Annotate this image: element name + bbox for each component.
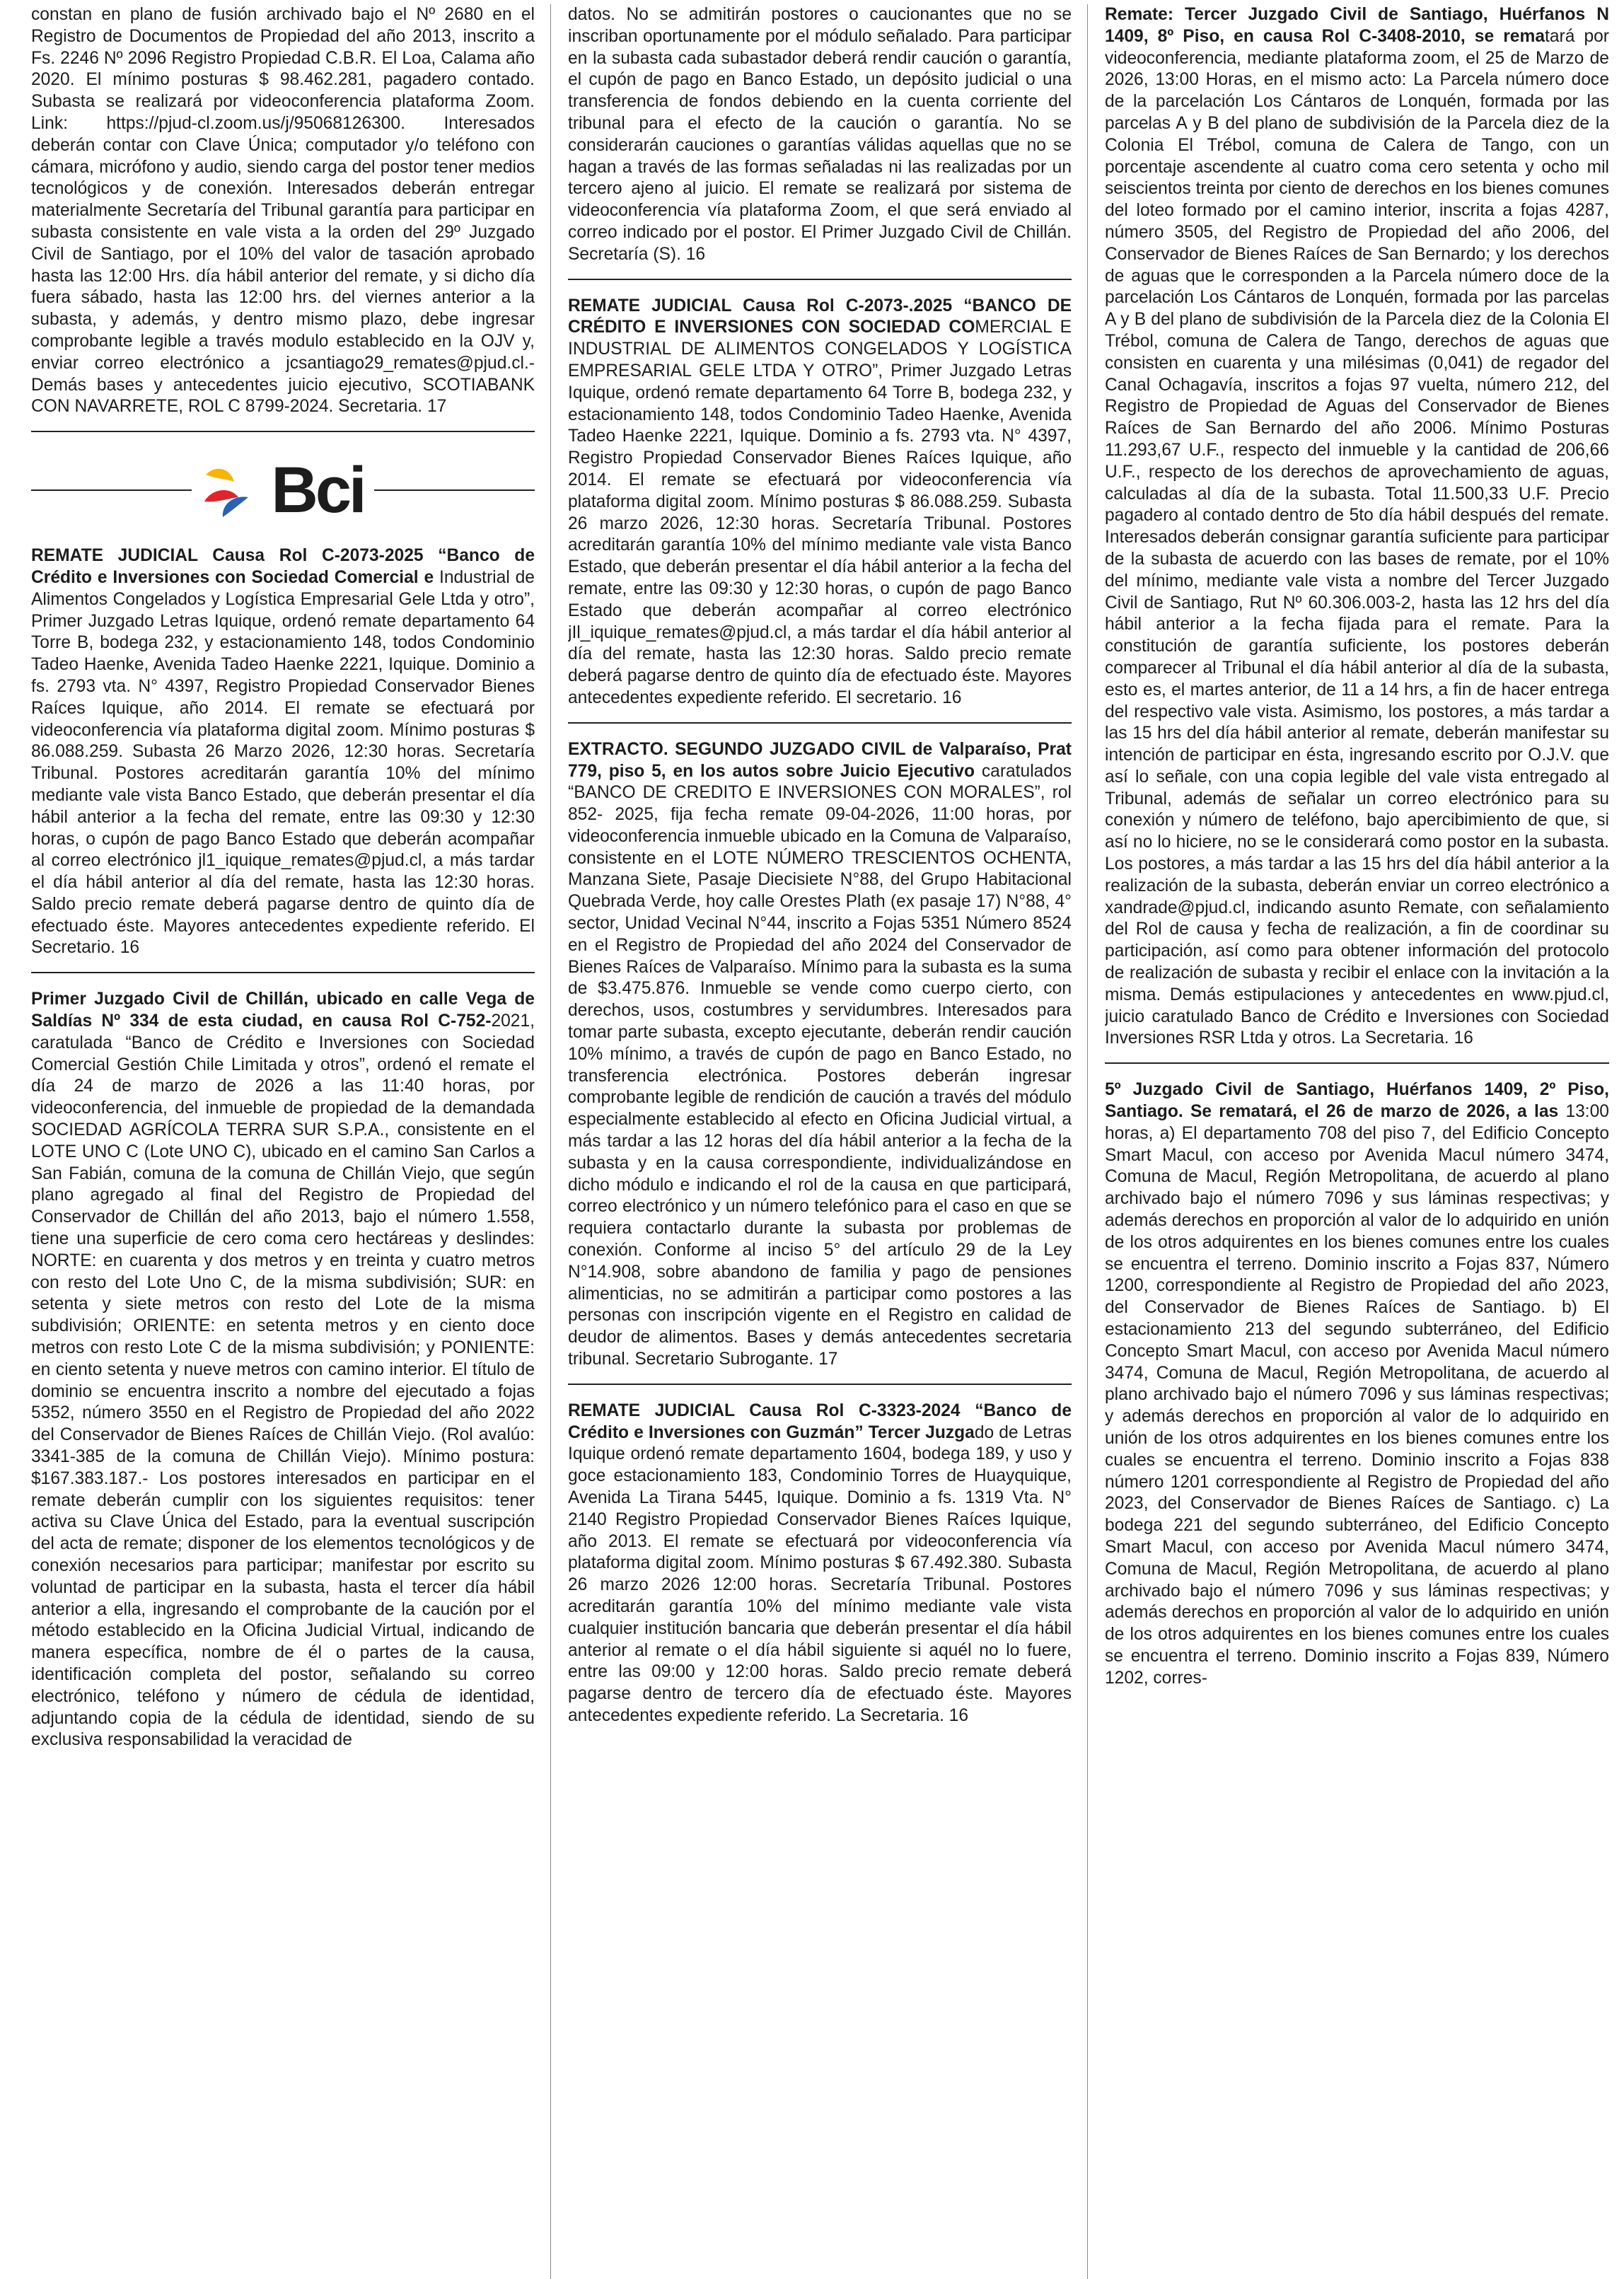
notice-c3-2 — [1105, 1079, 1609, 1689]
separator — [568, 722, 1072, 724]
notice-heading: EXTRACTO. SEGUNDO JUZGADO CIVIL de Valparaíso, Prat 779, piso 5, en los autos sobre Juicio Ejecutivo — [568, 739, 1072, 781]
separator — [31, 972, 535, 973]
logo-rule-left — [31, 489, 192, 491]
bci-logo-text: Bci — [271, 454, 364, 527]
column-3 — [1105, 4, 1609, 2279]
logo-rule-right — [374, 489, 535, 491]
notice-heading: REMATE JUDICIAL Causa Rol C-2073-.2025 “BANCO DE CRÉDITO E INVERSIONES CON SOCIEDAD CO — [568, 296, 1072, 337]
notice-body: constan en plano de fusión archivado bajo el Nº 2680 en el Registro de Documentos de Propiedad del año 2013, inscrito a Fs. 2246 Nº 2096 Registro Propiedad C.B.R. El Loa, Calama año 2020. El mínimo posturas $ 98.462.281, pagadero contado. Subasta se realizará por videoconferencia plataforma Zoom. Link: https://pjud-cl.zoom.us/j/95068126300. Interesados deberán contar con Clave Única; computador y/o teléfono con cámara, micrófono y audio, siendo carga del postor tener medios tecnológicos y de conexión. Interesados deberán entregar materialmente Secretaría del Tribunal garantía para participar en subasta consistente en vale vista a la orden del 29º Juzgado Civil de Santiago, por el 10% del valor de tasación aprobado hasta las 12:00 Hrs. día hábil anterior del remate, y si dicho día fuera sábado, hasta las 12:00 hrs. del viernes anterior a la subasta, y además, y dentro mismo plazo, debe ingresar comprobante legible a través modulo establecido en la OJV y, enviar correo electrónico a jcsantiago29_remates@pjud.cl.- Demás bases y antecedentes juicio ejecutivo, SCOTIABANK CON NAVARRETE, ROL C 8799-2024. Secretaria. 17 — [31, 5, 535, 417]
notice-body: 2021, caratulada “Banco de Crédito e Inversiones con Sociedad Comercial Gestión Chile Limitada y otros”, ordenó el remate el día 24 de marzo de 2026 a las 11:40 horas, por videoconferencia, del inmueble de propiedad de la demandada SOCIEDAD AGRÍCOLA TERRA SUR S.P.A., consistente en el LOTE UNO C (Lote UNO C), ubicado en el camino San Carlos a San Fabián, comuna de la comuna de Chillán Viejo, que según plano agregado al final del Registro de Propiedad del Conservador de Chillán del año 2013, bajo el número 1.558, tiene una superficie de cero coma cero hectáreas y deslindes: NORTE: en cuarenta y dos metros y en treinta y cuatro metros con resto del Lote Uno C, de la misma subdivisión; SUR: en setenta y siete metros con resto del Lote de la misma subdivisión; ORIENTE: en setenta metros y en ciento doce metros con resto Lote C de la misma subdivisión; y PONIENTE: en ciento setenta y nueve metros con camino interior. El título de dominio se encuentra inscrito a nombre del ejecutado a fojas 5352, número 3550 en el Registro de Propiedad del año 2022 del Conservador de Bienes Raíces de Chillán Viejo. (Rol avalúo: 3341-385 de la comuna de Chillán Viejo). Mínimo postura: $167.383.187.- Los postores interesados en participar en el remate deberán cumplir con los siguientes requisitos: tener activa su Clave Única del Estado, para la eventual suscripción del acta de remate; disponer de los elementos tecnológicos y de conexión necesarios para participar; manifestar por escrito su voluntad de participar en la subasta, hasta el tercer día hábil anterior a ella, ingresando el comprobante de la caución por el método establecido en la Oficina Judicial Virtual, indicando de manera específica, nombre de él o partes de la causa, identificación completa del postor, señalando su correo electrónico, teléfono y número de cédula de identidad, adjuntando copia de la cédula de identidad, siendo de su exclusiva responsabilidad la veracidad de — [31, 1011, 535, 1750]
notice-body: datos. No se admitirán postores o caucionantes que no se inscriban oportunamente por el módulo señalado. Para participar en la subasta cada subastador deberá rendir caución o garantía, el cupón de pago en Banco Estado, un depósito judicial o una transferencia de fondos debiendo en la cuenta corriente del tribunal para el efecto de la caución o garantía. No se considerarán cauciones o garantías válidas aquellas que no se hagan a través de las formas señaladas ni las realizadas por un tercero ajeno al juicio. El remate se realizará por sistema de videoconferencia vía plataforma Zoom, el que será enviado al correo indicado por el postor. El Primer Juzgado Civil de Chillán. Secretaría (S). 16 — [568, 5, 1072, 264]
notice-body: MERCIAL E INDUSTRIAL DE ALIMENTOS CONGELADOS Y LOGÍSTICA EMPRESARIAL GELE LTDA Y OTRO”, Primer Juzgado Letras Iquique, ordenó remate departamento 64 Torre B, bodega 232, y estacionamiento 148, todos Condominio Tadeo Haenke, Avenida Tadeo Haenke 2221, Iquique. Dominio a fs. 2793 vta. N° 4397, Registro Propiedad Conservador Bienes Raíces Iquique, año 2014. El remate se efectuará por videoconferencia vía plataforma digital zoom. Mínimo posturas $ 86.088.259. Subasta 26 marzo 2026, 12:30 horas. Secretaría Tribunal. Postores acreditarán garantía 10% del mínimo mediante vale vista Banco Estado, que deberán presentar el día hábil anterior a la fecha del remate, entre las 09:30 y 12:30 horas, o cupón de pago Banco Estado que deberán acompañar al correo electrónico jIl_iquique_remates@pjud.cl, a más tardar el día hábil anterior al día del remate, hasta las 12:30 horas. Saldo precio remate deberá pagarse dentro de quinto día de efectuado éste. Mayores antecedentes expediente referido. El secretario. 16 — [568, 318, 1072, 707]
notice-body: caratulados “BANCO DE CREDITO E INVERSIONES CON MORALES”, rol 852- 2025, fija fecha remate 09-04-2026, 11:00 horas, por videoconferencia inmueble ubicado en la Comuna de Valparaíso, consistente en el LOTE NÚMERO TRESCIENTOS OCHENTA, Manzana Siete, Pasaje Diecisiete N°88, del Grupo Habitacional Quebrada Verde, hoy calle Orestes Plath (ex pasaje 17) N°88, 4° sector, Unidad Vecinal N°44, inscrito a Fojas 5351 Número 8524 en el Registro de Propiedad del año 2024 del Conservador de Bienes Raíces de Valparaíso. Mínimo para la subasta es la suma de $3.475.876. Inmueble se vende como cuerpo cierto, con derechos, usos, costumbres y servidumbres. Interesados para tomar parte subasta, excepto ejecutante, deberán rendir caución 10% mínimo, a través de cupón de pago en Banco Estado, no transferencia electrónica. Postores deberán ingresar comprobante legible de rendición de caución a través del módulo especialmente establecido al efecto en Oficina Judicial virtual, a más tardar a las 12 horas del día hábil anterior a la fecha de la subasta y en la causa correspondiente, individualizándose en dicho módulo e indicando el rol de la causa en que participará, correo electrónico y un número telefónico para el caso en que se requiera contactarlo durante la subasta por problemas de conexión. Conforme al inciso 5° del artículo 29 de la Ley N°14.908, sobre abandono de familia y pago de pensiones alimenticias, no se admitirán a participar como postores a las personas con inscripción vigente en el Registro en calidad de deudor de alimentos. Bases y demás antecedentes secretaria tribunal. Secretario Subrogante. 17 — [568, 761, 1072, 1369]
notice-c1-1 — [31, 4, 535, 418]
column-2 — [568, 4, 1088, 2279]
notice-body: tará por videoconferencia, mediante plataforma zoom, el 25 de Marzo de 2026, 13:00 Horas, en el mismo acto: La Parcela número doce de la parcelación Los Cántaros de Lonquén, formada por las parcelas A y B del plano de subdivisión de la Parcela diez de la Colonia El Trébol, comuna de Calera de Tango, con un porcentaje ascendente al cuatro coma cero setenta y ocho mil seiscientos treinta por ciento de derechos en los bienes comunes del loteo formado por el camino interior, inscrita a fojas 4287, número 3505, del Registro de Propiedad del año 2006, del Conservador de Bienes Raíces de San Bernardo; y los derechos de aguas que le corresponden a la Parcela número doce de la parcelación Los Cántaros de Lonquén, formada por las parcelas A y B del plano de subdivisión de la Parcela diez de la Colonia El Trébol, comuna de Calera de Tango, derechos de aguas que consisten en cuarenta y una milésimas (0,041) de regador del Canal Ochagavía, inscritos a fojas 97 vuelta, número 212, del Registro de Propiedad de Aguas del Conservador de Bienes Raíces de San Bernardo del año 2006. Mínimo Posturas 11.293,67 U.F., respecto del inmueble y la cantidad de 206,66 U.F., respecto de los derechos de aprovechamiento de aguas, calculadas al día de la subasta. Total 11.500,33 U.F. Precio pagadero al contado dentro de 5to día hábil después del remate. Interesados deberán consignar garantía suficiente para participar de la subasta de acuerdo con las bases de remate, por el 10% del mínimo, mediante vale vista a nombre del Tercer Juzgado Civil de Santiago, Rut Nº 60.306.003-2, hasta las 12 hrs del día hábil anterior a la fecha fijada para el remate. Para la constitución de garantía suficiente, los postores deberán comparecer al Tribunal el día hábil anterior al día de la subasta, esto es, el martes anterior, de 11 a 14 hrs, a fin de hacer entrega del respectivo vale vista. Asimismo, los postores, a más tardar a las 15 hrs del día hábil anterior al remate, deberán manifestar su intención de participar en ésta, ingresando escrito por O.J.V. que así lo señale, con una copia legible del vale vista entregado al Tribunal, además de señalar un correo electrónico para su conexión y número de teléfono, bajo apercibimiento de que, si así no lo hiciere, no se le considerará como postor en la subasta. Los postores, a más tardar a las 15 hrs del día hábil anterior a la realización de la subasta, deberán enviar un correo electrónico a xandrade@pjud.cl, indicando asunto Remate, con señalamiento del Rol de causa y fecha de realización, a fin de coordinar su participación, así como para obtener información del protocolo de realización de subasta y recibir el enlace con la invitación a la misma. Demás estipulaciones y antecedentes en www.pjud.cl, juicio caratulado Banco de Crédito e Inversiones con Sociedad Inversiones RSR Ltda y otros. La Secretaria. 16 — [1105, 26, 1609, 1048]
bci-logo-mark-icon — [202, 460, 261, 520]
notice-body: do de Letras Iquique ordenó remate departamento 1604, bodega 189, y uso y goce estacionamiento 183, Condominio Torres de Huayquique, Avenida La Tirana 5445, Iquique. Dominio a fs. 1319 Vta. N° 2140 Registro Propiedad Conservador Bienes Raíces Iquique, año 2013. El remate se efectuará por videoconferencia vía plataforma digital zoom. Mínimo posturas $ 67.492.380. Subasta 26 marzo 2026 12:00 horas. Secretaría Tribunal. Postores acreditarán garantía 10% del mínimo mediante vale vista cualquier institución bancaria que deberán presentar el día hábil anterior al remate o el día hábil siguiente si aquél no lo fuere, entre las 09:00 y 12:00 horas. Saldo precio remate deberá pagarse dentro de tercero día de efectuado éste. Mayores antecedentes expediente referido. La Secretaria. 16 — [568, 1422, 1072, 1725]
separator — [31, 431, 535, 432]
bci-logo — [31, 455, 535, 526]
notice-c2-4 — [568, 1401, 1072, 1727]
separator — [1105, 1062, 1609, 1064]
notice-c1-2 — [31, 545, 535, 959]
notice-heading: REMATE JUDICIAL Causa Rol C-3323-2024 “Banco de Crédito e Inversiones con Guzmán” Tercer Juzga — [568, 1401, 1072, 1442]
column-1 — [31, 4, 551, 2279]
notice-body: 13:00 horas, a) El departamento 708 del piso 7, del Edificio Concepto Smart Macul, con acceso por Avenida Macul número 3474, Comuna de Macul, Región Metropolitana, de acuerdo al plano archivado bajo el número 7096 y sus láminas respectivas; y además derechos en proporción al valor de lo adquirido en unión de los otros adquirentes en los bienes comunes entre los cuales se encuentra el terreno. Dominio inscrito a Fojas 837, Número 1200, correspondiente al Registro de Propiedad del año 2023, del Conservador de Bienes Raíces de Santiago. b) El estacionamiento 213 del segundo subterráneo, del Edificio Concepto Smart Macul, con acceso por Avenida Macul número 3474, Comuna de Macul, Región Metropolitana, de acuerdo al plano archivado bajo el número 7096 y sus láminas respectivas; y además derechos en proporción al valor de lo adquirido en unión de los otros adquirentes en los bienes comunes entre los cuales se encuentra el terreno. Dominio inscrito a Fojas 838 número 1201 correspondiente al Registro de Propiedad del año 2023, del Conservador de Bienes Raíces de Santiago. c) La bodega 221 del segundo subterráneo, del Edificio Concepto Smart Macul, con acceso por Avenida Macul número 3474, Comuna de Macul, Región Metropolitana, de acuerdo al plano archivado bajo el número 7096 y sus láminas respectivas; y además derechos en proporción al valor de lo adquirido en unión de los otros adquirentes en los bienes comunes entre los cuales se encuentra el terreno. Dominio inscrito a Fojas 839, Número 1202, corres- — [1105, 1102, 1609, 1688]
notice-c2-1 — [568, 4, 1072, 266]
notice-heading: Remate: Tercer Juzgado Civil de Santiago, Huérfanos N 1409, 8º Piso, en causa Rol C-3408-2010, se rema — [1105, 5, 1609, 46]
notice-c2-2 — [568, 296, 1072, 709]
notice-c3-1 — [1105, 4, 1609, 1050]
notice-body: Industrial de Alimentos Congelados y Logística Empresarial Gele Ltda y otro”, Primer Juzgado Letras Iquique, ordenó remate departamento 64 Torre B, bodega 232, y estacionamiento 148, todos Condominio Tadeo Haenke, Avenida Tadeo Haenke 2221, Iquique. Dominio a fs. 2793 vta. N° 4397, Registro Propiedad Conservador Bienes Raíces Iquique, año 2014. El remate se efectuará por videoconferencia vía plataforma digital zoom. Mínimo posturas $ 86.088.259. Subasta 26 Marzo 2026, 12:30 horas. Secretaría Tribunal. Postores acreditarán garantía 10% del mínimo mediante vale vista Banco Estado, que deberán presentar el día hábil anterior a la fecha del remate, entre las 09:30 y 12:30 horas, o cupón de pago Banco Estado que deberán acompañar al correo electrónico jl1_iquique_remates@pjud.cl, a más tardar el día hábil anterior al día del remate, hasta las 12:30 horas. Saldo precio remate deberá pagarse dentro de quinto día de efectuado éste. Mayores antecedentes expediente referido. El Secretario. 16 — [31, 567, 535, 958]
separator — [568, 279, 1072, 280]
notice-heading: Primer Juzgado Civil de Chillán, ubicado en calle Vega de Saldías Nº 334 de esta ciudad, en causa Rol C-752- — [31, 990, 535, 1031]
notice-heading: REMATE JUDICIAL Causa Rol C-2073-2025 “Banco de Crédito e Inversiones con Sociedad Comercial e — [31, 546, 535, 587]
notice-c2-3 — [568, 739, 1072, 1371]
notice-c1-3 — [31, 989, 535, 1751]
separator — [568, 1384, 1072, 1385]
notice-heading: 5º Juzgado Civil de Santiago, Huérfanos 1409, 2º Piso, Santiago. Se rematará, el 26 de marzo de 2026, a las — [1105, 1080, 1609, 1122]
